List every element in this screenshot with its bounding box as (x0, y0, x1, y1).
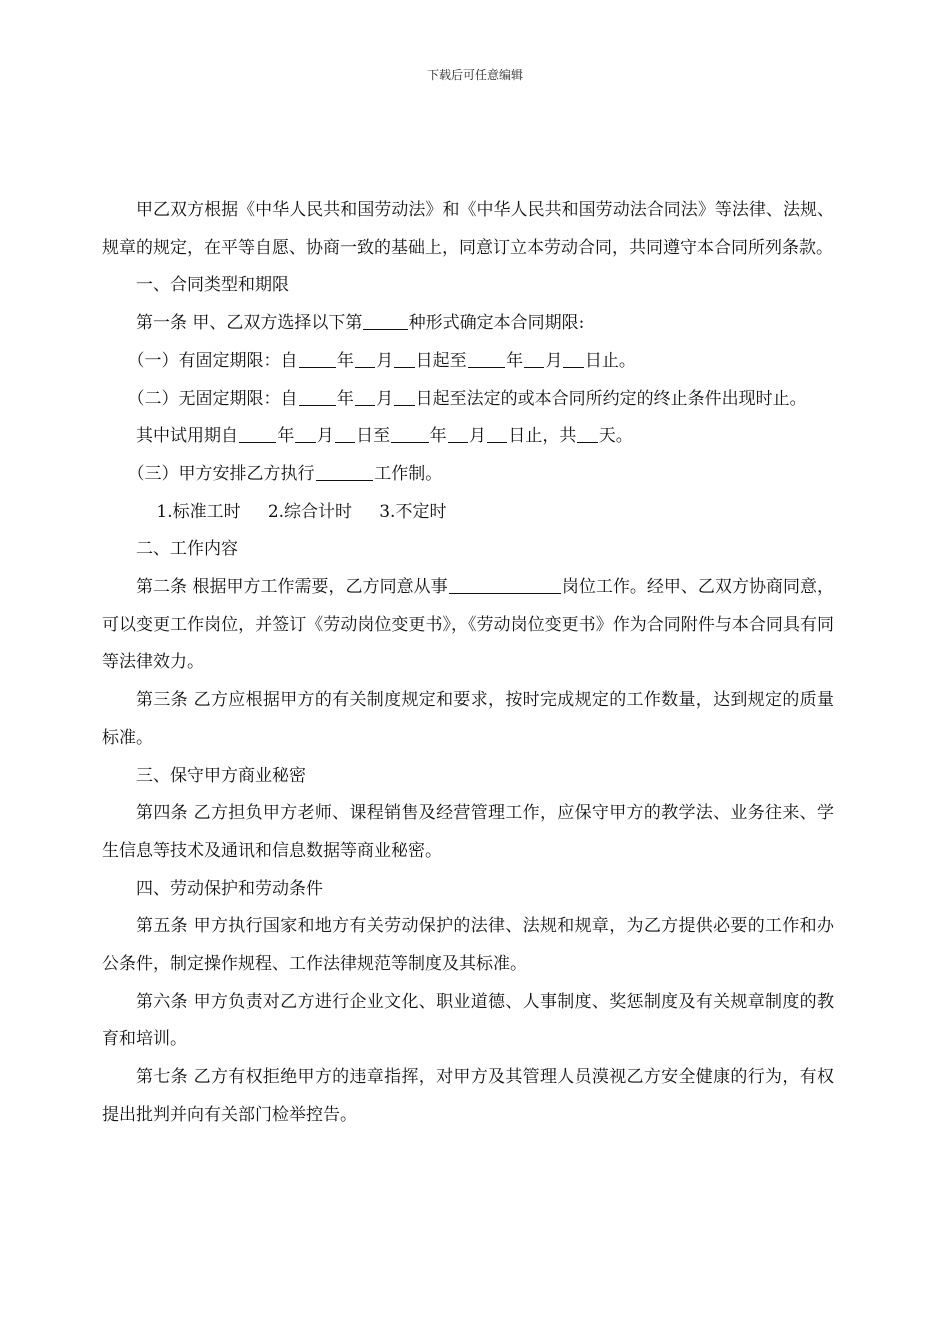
article-1: 第一条 甲、乙双方选择以下第 种形式确定本合同期限: (102, 305, 834, 343)
blank-field[interactable] (295, 424, 315, 444)
blank-field[interactable] (391, 424, 428, 444)
blank-field[interactable] (468, 348, 505, 368)
blank-field[interactable] (524, 348, 544, 368)
option-work-hours: （三）甲方安排乙方执行 工作制。 (102, 456, 834, 494)
intro-paragraph: 甲乙双方根据《中华人民共和国劳动法》和《中华人民共和国劳动法合同法》等法律、法规、规章的规定，在平等自愿、协商一致的基础上，同意订立本劳动合同，共同遵守本合同所列条款。 (102, 200, 834, 258)
blank-field[interactable] (335, 424, 355, 444)
option-fixed-term: （一）有固定期限：自 年 月 日起至 年 月 日止。 (102, 343, 834, 381)
article-7: 第七条 乙方有权拒绝甲方的违章指挥，对甲方及其管理人员漠视乙方安全健康的行为，有权提出批判并向有关部门检举控告。 (102, 1067, 834, 1125)
article-6: 第六条 甲方负责对乙方进行企业文化、职业道德、人事制度、奖惩制度及有关规章制度的教育和培训。 (102, 991, 834, 1050)
blank-field[interactable] (355, 386, 375, 406)
blank-field[interactable] (316, 461, 374, 481)
article-4: 第四条 乙方担负甲方老师、课程销售及经营管理工作，应保守甲方的教学法、业务往来、学生信息等技术及通讯和信息数据等商业秘密。 (102, 803, 834, 861)
section-heading-trade-secrets: 三、保守甲方商业秘密 (136, 765, 306, 786)
section-heading-work-content: 二、工作内容 (136, 539, 238, 560)
blank-field[interactable] (449, 574, 561, 594)
option-standard-hours: 1.标准工时 (156, 501, 241, 522)
article-5: 第五条 甲方执行国家和地方有关劳动保护的法律、法规和规章，为乙方提供必要的工作和办公条件，制定操作规程、工作法律规范等制度及其标准。 (102, 916, 834, 975)
article-3: 第三条 乙方应根据甲方的有关制度规定和要求，按时完成规定的工作数量，达到规定的质量标准。 (102, 690, 834, 748)
work-hour-options (102, 494, 834, 532)
section-heading-contract-type: 一、合同类型和期限 (136, 275, 289, 296)
page-header: 下载后可任意编辑 (426, 68, 523, 82)
blank-field[interactable] (239, 424, 276, 444)
article-2: 第二条 根据甲方工作需要，乙方同意从事 岗位工作。经甲、乙双方协商同意，可以变更工作岗位，并签订《劳动岗位变更书》，《劳动岗位变更书》作为合同附件与本合同具有同等法律效力。 (102, 569, 834, 682)
blank-field[interactable] (299, 348, 336, 368)
blank-field[interactable] (363, 310, 407, 330)
option-comprehensive-hours: 2.综合计时 (267, 501, 353, 522)
blank-field[interactable] (448, 424, 468, 444)
contract-body (102, 192, 834, 1135)
option-open-term: （二）无固定期限：自 年 月 日起至法定的或本合同所约定的终止条件出现时止。 (102, 381, 834, 419)
blank-field[interactable] (394, 386, 414, 406)
blank-field[interactable] (394, 348, 414, 368)
blank-field[interactable] (563, 348, 583, 368)
blank-field[interactable] (577, 424, 597, 444)
blank-field[interactable] (487, 424, 507, 444)
blank-field[interactable] (299, 386, 336, 406)
probation-period: 其中试用期自 年 月 日至 年 月 日止，共 天。 (102, 418, 834, 456)
option-flexible-hours: 3.不定时 (379, 501, 447, 522)
section-heading-labor-protection: 四、劳动保护和劳动条件 (136, 878, 323, 899)
blank-field[interactable] (355, 348, 375, 368)
